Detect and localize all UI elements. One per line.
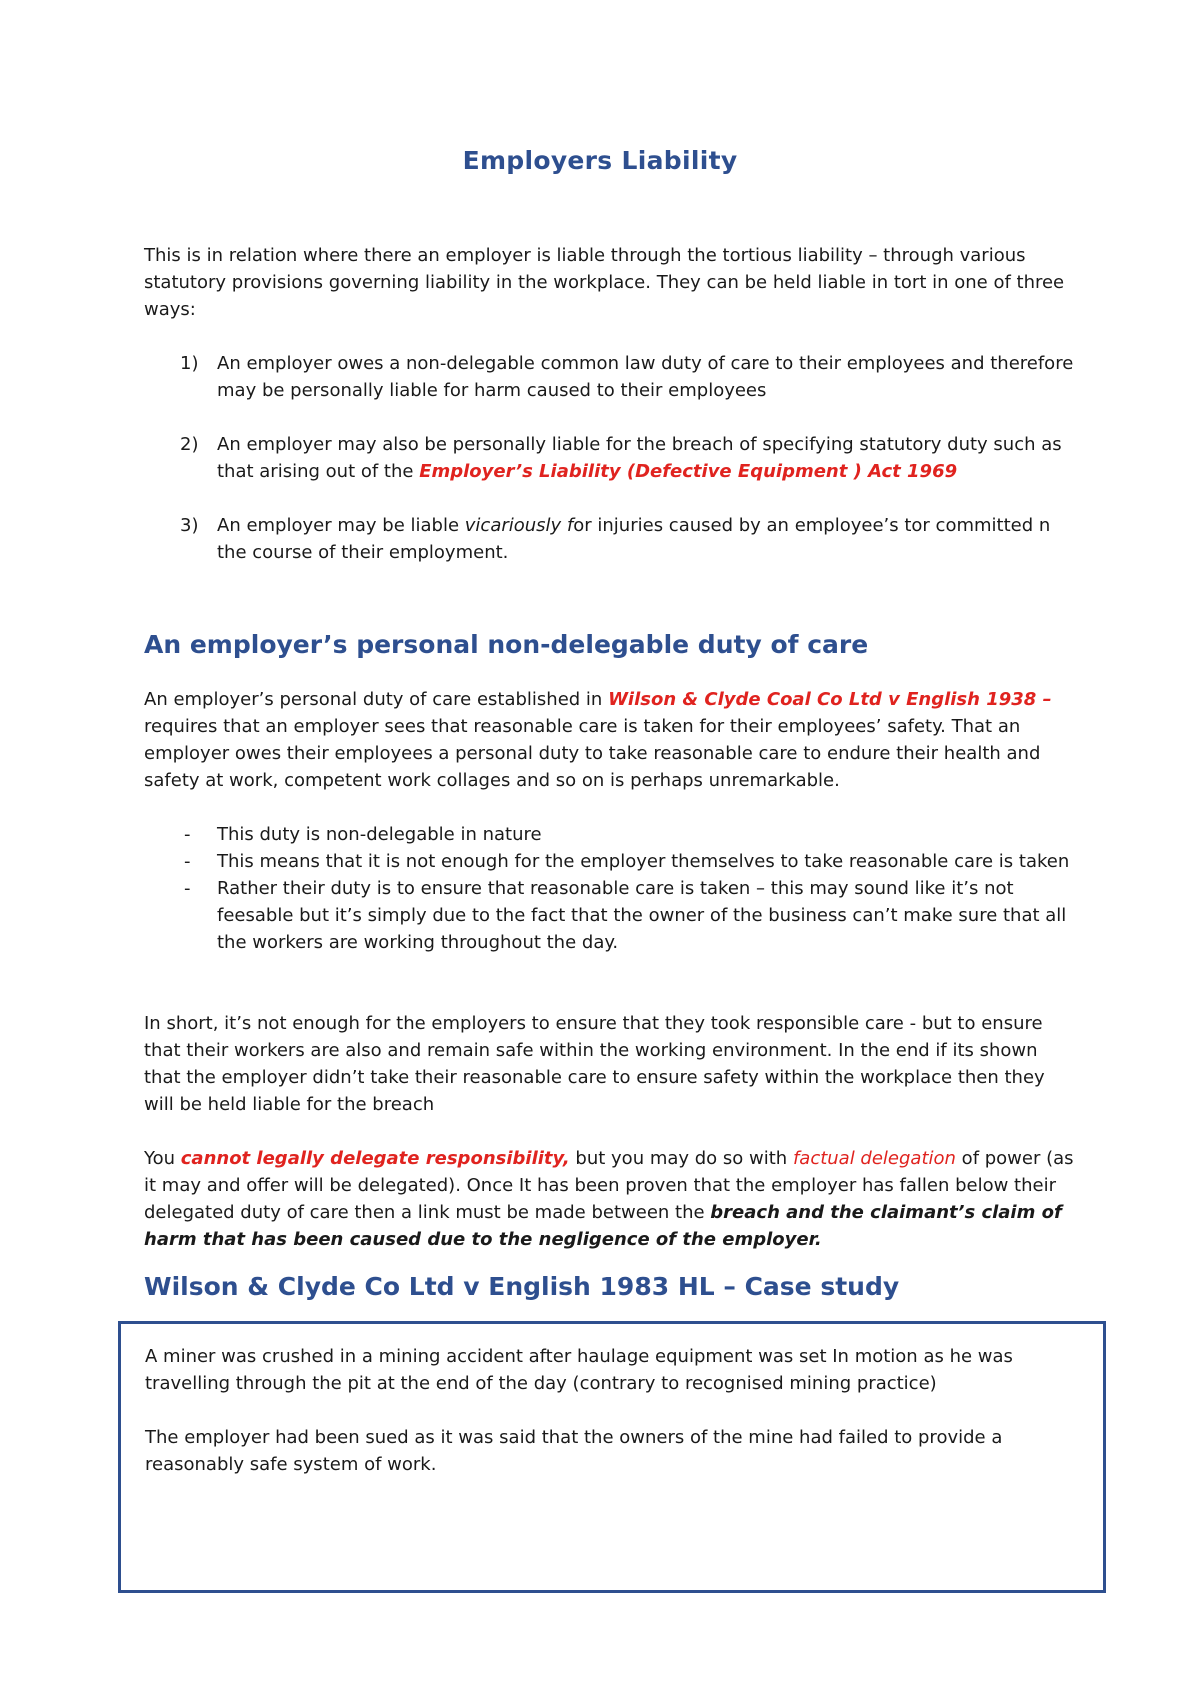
section-heading: An employer’s personal non-delegable duty of care: [144, 630, 869, 659]
emphasis-red: factual delegation: [792, 1148, 956, 1169]
list-item-text: An employer may also be personally liable for the breach of specifying statutory duty such as that arising out of the: [217, 434, 1062, 482]
paragraph-text: but you may do so with: [569, 1148, 793, 1169]
ways-list: [144, 350, 1084, 566]
case-study-box: [118, 1321, 1106, 1593]
emphasis-text: vicariously f: [464, 515, 574, 536]
case-paragraph-2: The employer had been sued as it was said that the owners of the mine had failed to provide a reasonably safe system of work.: [145, 1427, 1003, 1475]
bullet-text: This means that it is not enough for the employer themselves to take reasonable care is taken: [217, 851, 1070, 872]
list-item-text: An employer may be liable: [217, 515, 465, 536]
bullet-text: Rather their duty is to ensure that reasonable care is taken – this may sound like it’s not feesable but it’s simply due to the fact that the owner of the business can’t make sure that all the workers are working throughout the day.: [217, 878, 1067, 953]
list-number: 2): [180, 434, 199, 455]
list-item: - This means that it is not enough for the employer themselves to take reasonable care is taken: [184, 851, 1070, 872]
list-item: [144, 512, 1084, 566]
emphasis-bold: breach and the claimant’s claim of harm that has been caused due to the negligence of the employer.: [144, 1202, 1062, 1250]
list-item: [144, 431, 1084, 485]
paragraph-text: of power (as it may and offer will be delegated). Once It has been proven that the employer has fallen below their delegated duty of care then a link must be made between the: [144, 1148, 1074, 1223]
list-item: - This duty is non-delegable in nature: [184, 824, 542, 845]
list-item-text-cont: or injuries caused by an employee’s tor committed n the course of their employment.: [217, 515, 1051, 563]
section-paragraph-1: [144, 686, 1074, 794]
list-item: [144, 350, 1084, 404]
paragraph-text: You: [144, 1148, 181, 1169]
statute-reference: Employer’s Liability (Defective Equipment ) Act 1969: [419, 461, 958, 482]
intro-paragraph: This is in relation where there an employer is liable through the tortious liability – through various statutory provisions governing liability in the workplace. They can be held liable in tort in one of three ways:: [144, 245, 1065, 320]
emphasis-red: cannot legally delegate responsibility,: [180, 1148, 570, 1169]
paragraph-text-cont: requires that an employer sees that reasonable care is taken for their employees’ safety. That an employer owes their employees a personal duty to take reasonable care to endure their health and safety at work, competent work collages and so on is perhaps unremarkable.: [144, 716, 1041, 791]
paragraph-text: An employer’s personal duty of care established in: [144, 689, 609, 710]
section-paragraph-2: In short, it’s not enough for the employers to ensure that they took responsible care - but to ensure that their workers are also and remain safe within the working environment. In the end if its shown that the employer didn’t take their reasonable care to ensure safety within the workplace then they will be held liable for the breach: [144, 1013, 1045, 1115]
case-reference: Wilson & Clyde Coal Co Ltd v English 1938 –: [608, 689, 1052, 710]
list-item: - Rather their duty is to ensure that reasonable care is taken – this may sound like it’s not feesable but it’s simply due to the fact that the owner of the business can’t make sure that all the workers are working throughout the day.: [184, 878, 1067, 953]
duty-bullet-list: [144, 821, 1084, 956]
list-number: 1): [180, 353, 199, 374]
document-title: Employers Liability: [462, 146, 738, 175]
list-item-text: An employer owes a non-delegable common law duty of care to their employees and therefore may be personally liable for harm caused to their employees: [217, 353, 1074, 401]
bullet-text: This duty is non-delegable in nature: [217, 824, 542, 845]
section-paragraph-3: [144, 1145, 1074, 1253]
list-number: 3): [180, 515, 199, 536]
case-study-heading: Wilson & Clyde Co Ltd v English 1983 HL – Case study: [144, 1272, 900, 1301]
case-paragraph-1: A miner was crushed in a mining accident after haulage equipment was set In motion as he was travelling through the pit at the end of the day (contrary to recognised mining practice): [145, 1346, 1013, 1394]
